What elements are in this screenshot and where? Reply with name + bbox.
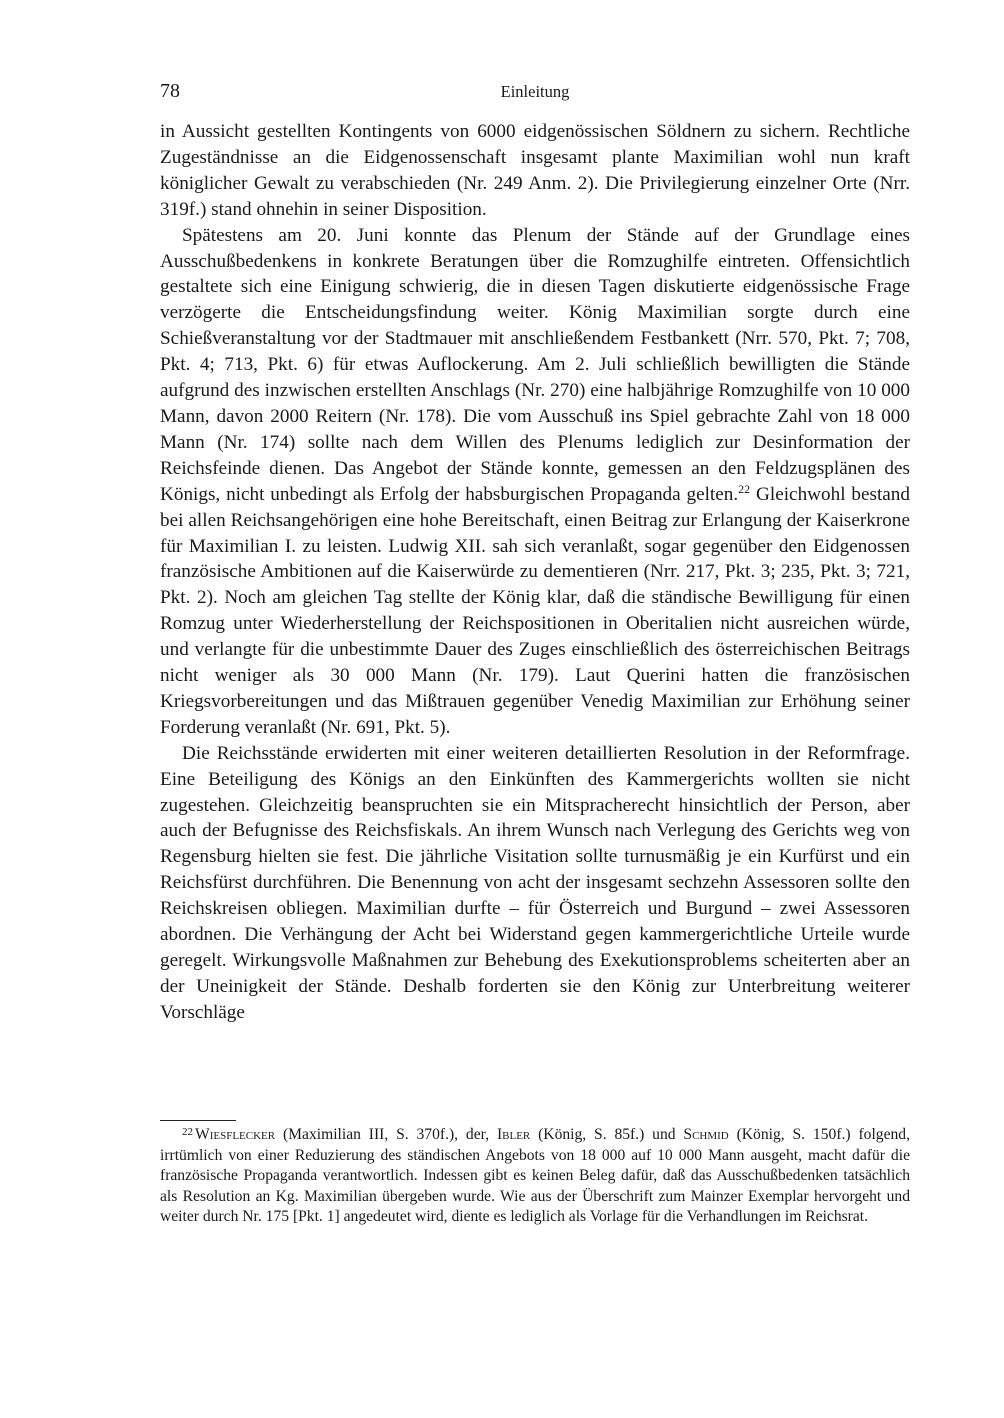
footnote-reference[interactable]: 22: [738, 481, 751, 496]
footnote-22: [160, 1125, 910, 1228]
book-page: [160, 78, 910, 1225]
paragraph-reformfrage: Die Reichsstände erwiderten mit einer weiteren detaillierten Resolution in der Reformfrage. Eine Beteiligung des Königs an den Einkünften des Kammergerichts wollten sie nicht zugestehen. Gleichzeitig beanspruchten sie ein Mitspracherecht hinsichtlich der Person, aber auch der Befugnisse des Reichsfiskals. An ihrem Wunsch nach Verlegung des Gerichts weg von Regensburg hielten sie fest. Die jährliche Visitation sollte turnusmäßig je ein Kurfürst und ein Reichsfürst durchführen. Die Benennung von acht der insgesamt sechzehn Assessoren sollte den Reichskreisen obliegen. Maximilian durfte – für Österreich und Burgund – zwei Assessoren abordnen. Die Verhängung der Acht bei Widerstand gegen kammergerichtliche Urteile wurde geregelt. Wirkungsvolle Maßnahmen zur Behebung des Exekutionsproblems scheiterten aber an der Uneinigkeit der Stände. Deshalb forderten sie den König zur Unterbreitung weiterer Vorschläge: [160, 742, 910, 1023]
paragraph-romzughilfe: [160, 223, 910, 741]
footnote-divider: [160, 1120, 236, 1121]
page-header: [160, 78, 910, 108]
footnote-author: Wiesflecker: [195, 1126, 276, 1143]
footnote-text: (König, S. 85f.) und: [530, 1126, 684, 1143]
footnote-author: Schmid: [683, 1126, 729, 1143]
running-head: Einleitung: [500, 82, 570, 101]
footnote-text: (Maximilian III, S. 370f.), der,: [275, 1126, 497, 1143]
main-text: [160, 119, 910, 1026]
paragraph-text: Gleichwohl bestand bei allen Reichsangehörigen eine hohe Bereitschaft, einen Beitrag zur Erlangung der Kaiserkrone für Maximilian I. zu leisten. Ludwig XII. sah sich veranlaßt, sogar gegenüber den Eidgenossen französische Ambitionen auf die Kaiserwürde zu dementieren (Nrr. 217, Pkt. 3; 235, Pkt. 3; 721, Pkt. 2). Noch am gleichen Tag stellte der König klar, daß die ständische Bewilligung für einen Romzug unter Wiederherstellung der Reichspositionen in Oberitalien nicht ausreichen würde, und verlangte für die unbestimmte Dauer des Zuges einschließlich des österreichischen Beitrags nicht weniger als 30 000 Mann (Nr. 179). Laut Querini hatten die französischen Kriegsvorbereitungen und das Mißtrauen gegenüber Venedig Maximilian zur Erhöhung seiner Forderung veranlaßt (Nr. 691, Pkt. 5).: [160, 483, 910, 738]
footnotes: [160, 1125, 910, 1228]
page-number: 78: [160, 80, 180, 102]
footnote-author: Ibler: [496, 1126, 531, 1143]
paragraph-continuation: in Aussicht gestellten Kontingents von 6000 eidgenössischen Söldnern zu sichern. Rechtliche Zugeständnisse an die Eidgenossenschaft insgesamt plante Maximilian wohl nun kraft königlicher Gewalt zu verabschieden (Nr. 249 Anm. 2). Die Privilegierung einzelner Orte (Nrr. 319f.) stand ohnehin in seiner Disposition.: [160, 121, 910, 220]
paragraph-text: Spätestens am 20. Juni konnte das Plenum der Stände auf der Grundlage eines Ausschußbedenkens in konkrete Beratungen über die Romzughilfe eintreten. Offensichtlich gestaltete sich eine Einigung schwierig, die in diesen Tagen diskutierte eidgenössische Frage verzögerte die Entscheidungsfindung weiter. König Maximilian sorgte durch eine Schießveranstaltung vor der Stadtmauer mit anschließendem Festbankett (Nrr. 570, Pkt. 7; 708, Pkt. 4; 713, Pkt. 6) für etwas Auflockerung. Am 2. Juli schließlich bewilligten die Stände aufgrund des inzwischen erstellten Anschlags (Nr. 270) eine halbjährige Romzughilfe von 10 000 Mann, davon 2000 Reitern (Nr. 178). Die vom Ausschuß ins Spiel gebrachte Zahl von 18 000 Mann (Nr. 174) sollte nach dem Willen des Plenums lediglich zur Desinformation der Reichsfeinde dienen. Das Angebot der Stände konnte, gemessen an den Feldzugsplänen des Königs, nicht unbedingt als Erfolg der habsburgischen Propaganda gelten.: [160, 224, 910, 505]
footnote-text: (König, S. 150f.) folgend, irrtümlich von einer Reduzierung des ständischen Angebots von 18 000 auf 10 000 Mann ausgeht, macht dafür die französische Propaganda verantwortlich. Indessen gibt es keinen Beleg dafür, daß das Ausschußbedenken tatsächlich als Resolution an Kg. Maximilian übergeben wurde. Wie aus der Überschrift zum Mainzer Exemplar hervorgeht und weiter durch Nr. 175 [Pkt. 1] angedeutet wird, diente es lediglich als Vorlage für die Verhandlungen im Reichsrat.: [160, 1126, 910, 1225]
footnote-number: 22: [182, 1126, 193, 1138]
